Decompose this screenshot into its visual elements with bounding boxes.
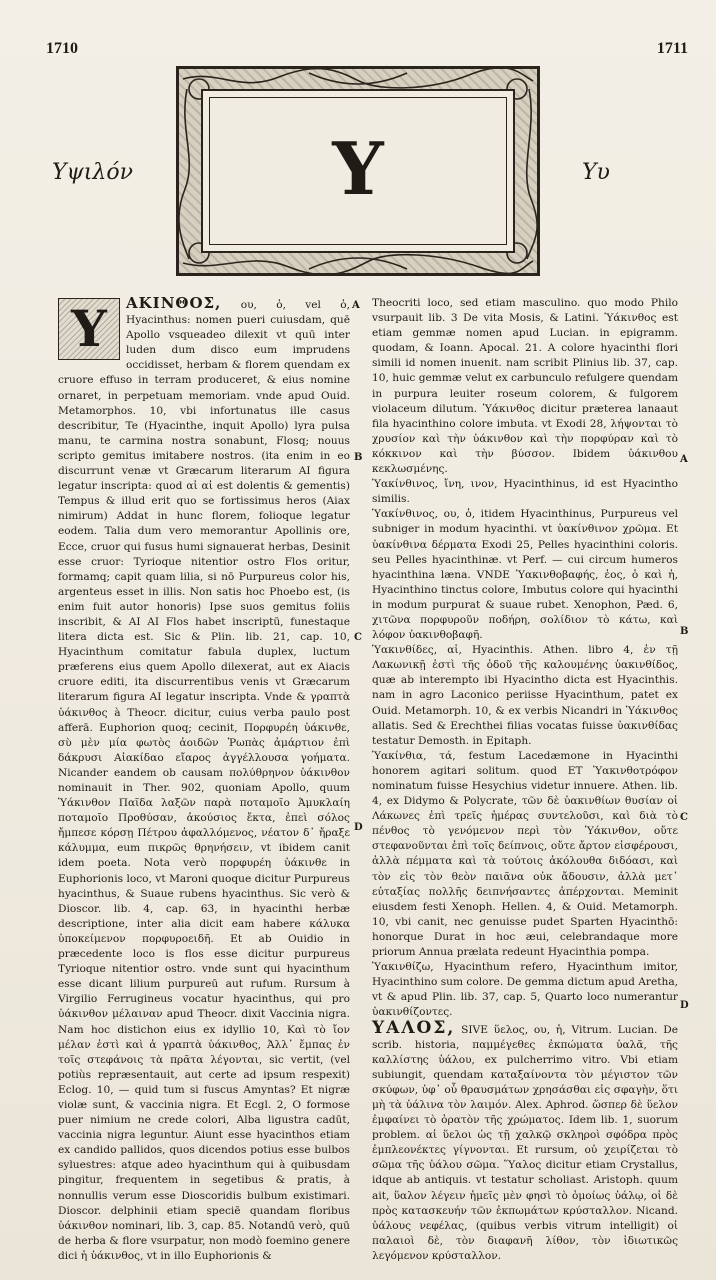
running-head-left: Υψιλόν (52, 160, 133, 185)
margin-letter: A (352, 300, 360, 311)
margin-letter: D (680, 1000, 689, 1011)
entry-hyalos (372, 1017, 679, 1265)
headword: ΑΚΙΝΘΟΣ, (126, 294, 222, 312)
running-head-right: Υυ (582, 160, 610, 185)
ornamental-frame-icon (176, 66, 540, 276)
entry-paragraph: Ὑακινθίζω, Hyacinthum refero, Hyacinthum imitor, Hyacinthino sum colore. De gemma dictum apud Aretha, vt & apud Plin. lib. 37, cap. 5, Quarto loco numerantur ὑακινθίζοντες. (372, 961, 678, 1019)
frame-panel (201, 89, 515, 253)
entry-paragraph: Theocriti loco, sed etiam masculino. quo modo Philo vsurpauit lib. 3 De vita Mosis, & Latini. Ὑάκινθος est etiam gemmæ nomen apud Lucian. in epigramm. quodam, & Ioann. Apocal. 21. A colore hyacinthi flori simili id nomen inuenit. nam scribit Plinius lib. 37, cap. 10, huic gemmæ velut ex carbunculo refulgere quendam in purpura leuiter roseum colorem, & fulgorem violaceum dilutum. Ὑάκινθος dicitur præterea lanaaut fila hyacinthino colore imbuta. vt Exodi 28, λήψονται τὸ χρυσίον καὶ τὴν ὑάκινθον καὶ τὴν πορφύραν καὶ τὸ κόκκινον καὶ τὴν βύσσον. Ibidem ὑάκινθου κεκλωσμένης. (372, 297, 678, 476)
entry-paragraph: Ὑακίνθινος, ου, ὁ, itidem Hyacinthinus, Purpureus vel subniger in modum hyacinthi. vt ὑακίνθινον χρῶμα. Et ὑακίνθινα δέρματα Exodi 25, Pelles hyacinthini coloris. seu Pelles hyacinthinæ. vt Perf. — cui circum humeros hyacinthina læna. VNDE Ὑακινθοβαφής, ἐος, ὁ καὶ ἡ, Hyacinthino tinctus colore, Imbutus colore qui hyacinthi in modum purpurat & suaue rubet. Xenophon, Pæd. 6, χιτῶνα πορφυροῦν ποδήρη, σολίδιον τὸ κάτω, καὶ λόφον ὑακινθοβαφῆ. (372, 508, 678, 642)
decorated-initial-icon: Υ (58, 298, 120, 360)
entry-paragraph: Ὑακινθίδες, αἱ, Hyacinthis. Athen. libro 4, ἐν τῇ Λακωνικῇ ἐστὶ τῆς ὁδοῦ τῆς καλουμένης ὑακινθίδος, quæ ab interempto ibi Hyacintho dicta est Hyacinthis. nam in agro Laconico periisse Hyacinthum, patet ex Ouid. Metamorph. 10, & ex verbis Nicandri in Ὑάκινθος allatis. Sed & Erechthei filias vocatas fuisse ὑακινθίδας testatur Demosth. in Epitaph. (372, 644, 678, 747)
margin-letter: C (680, 812, 688, 823)
ornament-letter: Υ (332, 126, 384, 211)
entry-body: SIVE ὕελος, ου, ἡ, Vitrum. Lucian. De scrib. historia, παμμέγεθες ἐκπώματα ὑαλᾶ, τῆς καλλίστης ὑάλου, ex pulcherrimo vitro. Vbi etiam subiungit, quendam καταξαίνοντα τὸν μέγιστον τῶν σκύφων, ὑφ᾽ οὗ θραυσμάτων χρησάσθαι εἰς σφαγὴν, ὅτι μὴ τὰ ὑάλινα τὸν λαιμόν. Alex. Aphrod. ὥσπερ δὲ ὕελον ἐμφαίνει τὸ ὁρατὸν τῆς χρώματος. Idem lib. 1, suorum problem. αἱ ὕελοι ὡς τῇ χαλκῷ σκληροὶ σφόδρα πρὸς ἐμπλεονέκτες γίγνονται. Et rursum, οὐ χειρίζεται τὸ σῶμα τῆς ὑάλου σῶμα. Ὕαλος dicitur etiam Crystallus, idque ab antiquis. vt testatur scholiast. Aristoph. quum ait, ὕαλον λέγειν ἡμεῖς μὲν φησὶ τὸ ὁμοίως ὑάλῳ, οἱ δὲ πρὸς κατασκευήν τῶν ἐκπωμάτων κρύσταλλον. Nicand. ὑάλους νεφέλας, (quibus verbis vitrum intelligit) οἱ παλαιοὶ δὲ, τὸν διαφανῆ λίθον, τὸν ἰδιωτικῶς λεγόμενον κρύσταλλον. (372, 1023, 679, 1262)
page-number-right: 1711 (656, 40, 688, 57)
margin-letter: A (680, 454, 688, 465)
right-column (372, 296, 679, 1262)
left-column (58, 294, 350, 1262)
entry-hyacinthus (58, 296, 350, 1264)
margin-letter: D (354, 822, 363, 833)
margin-letter: C (354, 632, 362, 643)
entry-body: ου, ὁ, vel ὁ, Hyacinthus: nomen pueri cuiusdam, quē Apollo vsqueadeo dilexit vt quū inter luden dum disco eum imprudens occidisset, herbam & florem quendam ex cruore effuso in terram produceret, & eius nomine ornaret, in perpetuam memoriam. vnde apud Ouid. Metamorphos. 10, vbi infortunatus ille casus describitur, Te (Hyacinthe, inquit Apollo) lyra pulsa manu, te carmina nostra sonabunt, Flosq; nouus scripto gemitus imitabere nostros. (ita enim in eo discurrunt venæ vt Græcarum literarum AI figura legatur inscripta: quod αἰ αἰ est dolentis & gementis) Tempus & illud erit quo se fortissimus heros (Aiax nimirum) Addat in hunc florem, folioque legatur eodem. Talia dum vero memorantur Apollinis ore, Ecce, cruor qui fusus humi signauerat herbas, Desinit esse cruor: Tyrioque nitentior ostro Flos oritur, formamq; capit quam lilia, si nō Purpureus color his, argenteus esset in illis. Non satis hoc Phoebo est, (is enim fuit autor honoris) Ipse suos gemitus foliis inscribit, & AI AI Flos habet inscriptū, funestaque litera dicta est. Sic & Plin. lib. 21, cap. 10, Hyacinthum comitatur fabula duplex, luctum præferens eius quem Apollo dilexerat, aut ex Aiacis cruore editi, ita discurrentibus venis vt Græcarum literarum figura AI legatur inscripta. Vnde & γραπτὰ ὑάκινθος à Theocr. dicitur, cuius verba paulo post afferā. Euphorion quoq; cecinit, Πορφυρέη ὑάκινθε, σὺ μὲν μία φωτὸς ἀοιδῶν Ῥωπὰς ἀμάρτιον ἐπὶ δάκρυσι Αἰακίδαο εἴαρος ἀγγέλλουσα γοήματα. Nicander eandem ob causam πολύθρηνον ὑάκινθον nominauit in Ther. 902, quoniam Apollo, quum Ὑάκινθον Παῖδα λαξῶν παρὰ ποταμοῖο Ἀμυκλαίη ποταμοῖο Προθύσαν, ἀκούσιος ἔκτα, ἐπεὶ σόλος ἤμπεσε κόρσῃ Πέτρου ἀφαλλόμενος, νέατον δ᾽ ἤραξε κάλυμμα, eum πικρῶς θρηνήσειν, vt ibidem canit idem poeta. Nota verò πορφυρέη ὑάκινθε in Euphorionis loco, vt Maroni quoque dicitur Purpureus hyacinthus, & Suaue rubens hyacinthus. Sic verò & Dioscor. lib. 4, cap. 63, in hyacinthi herbæ descriptione, inter alia dicit eam habere κάλυκα ὑποκείμενον πορφυροειδῆ. Et ab Ouidio in præcedente loco is flos esse dicitur purpureus Tyrioque nitentior ostro. vnde sunt qui hyacinthum esse dicant lilium purpureū aut rufum. Rursum à Virgilio Ferrugineus vocatur hyacinthus, qui pro ὑάκινθον μέλαιναν apud Theocr. dixit Vaccinia nigra. Nam hoc distichon eius ex idyllio 10, Καὶ τὸ ἴον μέλαν ἐστὶ καὶ ἁ γραπτὰ ὑάκινθος, Ἀλλ᾽ ἔμπας ἐν τοῖς στεφάνοις τὰ πρᾶτα λέγονται, sic vertit, (vel potiùs repræsentauit, aut certe ad ipsum respexit) Eclog. 10, — quid tum si fuscus Amyntas? Et nigræ violæ sunt, & vaccinia nigra. Et Ecgl. 2, O formose puer nimium ne crede colori, Alba ligustra cadūt, vaccinia nigra leguntur. Aiunt esse hyacinthos etiam ex candido pallidos, quos dicendos potius esse bulbos syluestres: atque adeo hyacinthum qui à quibusdam pingitur, frequentem in segetibus & pratis, à nonnullis verum esse Dioscoridis bulbum existimari. Dioscor. delphinii etiam speciē quandam floribus ὑάκινθον nominari, lib. 3, cap. 85. Notandū verò, quū de herba & flore vsurpatur, non modò foemino genere dici ἡ ὑάκινθος, vt in illo Euphorionis & (58, 299, 350, 1262)
margin-letter: B (680, 626, 689, 637)
headword: ΥΑΛΟΣ, (372, 1017, 456, 1038)
page-number-left: 1710 (46, 40, 78, 57)
entry-paragraph: Ὑακίνθια, τά, festum Lacedæmone in Hyacinthi honorem agitari solitum. quod ET Ὑακινθοτρόφον nominatum fuisse Hesychius videtur innuere. Athen. lib. 4, ex Didymo & Polycrate, τῶν δὲ ὑακινθίων θυσίαν οἱ Λάκωνες ἐπὶ τρεῖς ἡμέρας συντελοῦσι, καὶ διὰ τὸ πένθος τὸ γενόμενον περὶ τὸν Ὑάκινθον, οὔτε στεφανοῦνται ἐπὶ τοῖς δείπνοις, οὔτε ἄρτον εἰσφέρουσι, ἀλλὰ πέμματα καὶ τὰ τούτοις ἀκόλουθα διδόασι, καὶ τὸν εἰς τὸν θεὸν παιᾶνα οὐκ ἄδουσιν, ἀλλὰ μετ᾽ εὐταξίας πολλῆς δειπνήσαντες ἀπέρχονται. Meminit eiusdem festi Xenoph. Hellen. 4, & Ouid. Metamorph. 10, vbi canit, nec genuisse pudet Sparten Hyacinthō: honorque Durat in hoc æui, celebrandaque more priorum Annua prælata redeunt Hyacinthia pompa. (372, 749, 678, 959)
entry-paragraph: Ὑακίνθινος, ἴνη, ινον, Hyacinthinus, id est Hyacintho similis. (372, 478, 678, 506)
margin-letter: B (354, 452, 363, 463)
